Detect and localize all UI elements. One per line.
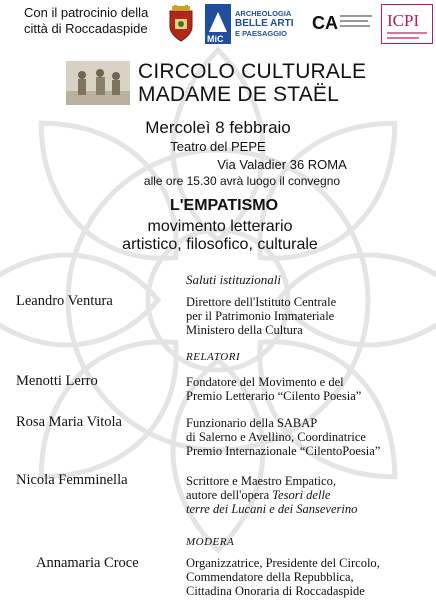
speaker-role: [186, 474, 357, 516]
mic-line-2: BELLE ARTI: [235, 18, 294, 29]
role-line: Cittadina Onoraria di Roccadaspide: [186, 584, 365, 598]
book-title: terre dei Lucani e dei Sanseverino: [186, 502, 358, 516]
section-label-relatori: RELATORI: [186, 351, 241, 363]
club-title-line-1: CIRCOLO CULTURALE: [138, 60, 367, 83]
club-title: [138, 60, 366, 106]
mic-logo-mark: [205, 4, 299, 46]
role-line: per il Patrimonio Immateriale: [186, 309, 335, 323]
speaker-role: [186, 556, 380, 598]
speaker-name: Rosa Maria Vitola: [16, 414, 122, 430]
event-time: alle ore 15.30 avrà luogo il convegno: [143, 174, 341, 188]
role-text: autore dell'opera: [186, 488, 273, 502]
book-title: Tesori delle: [272, 488, 331, 502]
speaker-name: Nicola Femminella: [16, 472, 128, 488]
mic-line-1: ARCHEOLOGIA: [235, 9, 292, 18]
ca-logo-text: CA: [312, 13, 338, 33]
mic-logo: [205, 4, 299, 46]
mic-line-3: E PAESAGGIO: [235, 29, 287, 38]
event-date: Mercoleì 8 febbraio: [145, 118, 291, 137]
role-line: Organizzatrice, Presidente del Circolo,: [186, 556, 380, 570]
club-title-line-2: MADAME DE STAËL: [138, 83, 339, 106]
role-line: [186, 488, 357, 502]
patronage-text: [24, 5, 148, 37]
mic-logo-text: MiC: [207, 34, 224, 44]
role-line: Commendatore della Repubblica,: [186, 570, 354, 584]
role-line: Premio Internazionale “CilentoPoesia”: [186, 444, 381, 458]
topic-subtitle: [2, 218, 436, 254]
speaker-role: [186, 416, 380, 458]
patronage-line-2: città di Roccadaspide: [24, 21, 148, 36]
role-line: Ministero della Cultura: [186, 323, 303, 337]
role-line: Scrittore e Maestro Empatico,: [186, 474, 336, 488]
ca-logo: [312, 9, 374, 37]
icpi-logo: [381, 4, 433, 44]
speaker-name: Leandro Ventura: [16, 293, 113, 309]
role-line: di Salerno e Avellino, Coordinatrice: [186, 430, 366, 444]
speaker-name: Annamaria Croce: [36, 555, 139, 571]
role-line: [186, 502, 357, 516]
section-label-modera: MODERA: [186, 536, 235, 548]
topic-subtitle-line-2: artistico, filosofico, culturale: [122, 236, 318, 253]
topic-title: L'EMPATISMO: [169, 197, 279, 214]
role-line: Fondatore del Movimento e del: [186, 375, 344, 389]
role-line: Premio Letterario “Cilento Poesia”: [186, 389, 362, 403]
topic-subtitle-line-1: movimento letterario: [147, 218, 293, 235]
speaker-role: [186, 295, 336, 337]
event-address: Via Valadier 36 ROMA: [217, 157, 347, 172]
patronage-line-1: Con il patrocinio della: [24, 5, 149, 20]
speaker-role: [186, 375, 361, 403]
icpi-logo-mark: [381, 4, 433, 44]
engraving-illustration: [66, 61, 130, 105]
ca-logo-mark: [312, 9, 374, 37]
speaker-name: Menotti Lerro: [16, 373, 98, 389]
role-line: Funzionario della SABAP: [186, 416, 318, 430]
event-venue: Teatro del PEPE: [170, 139, 266, 154]
section-label-saluti: Saluti istituzionali: [186, 272, 281, 287]
city-crest-icon: [166, 5, 196, 43]
role-line: Direttore dell'Istituto Centrale: [186, 295, 337, 309]
icpi-logo-text: ICPI: [387, 11, 420, 30]
